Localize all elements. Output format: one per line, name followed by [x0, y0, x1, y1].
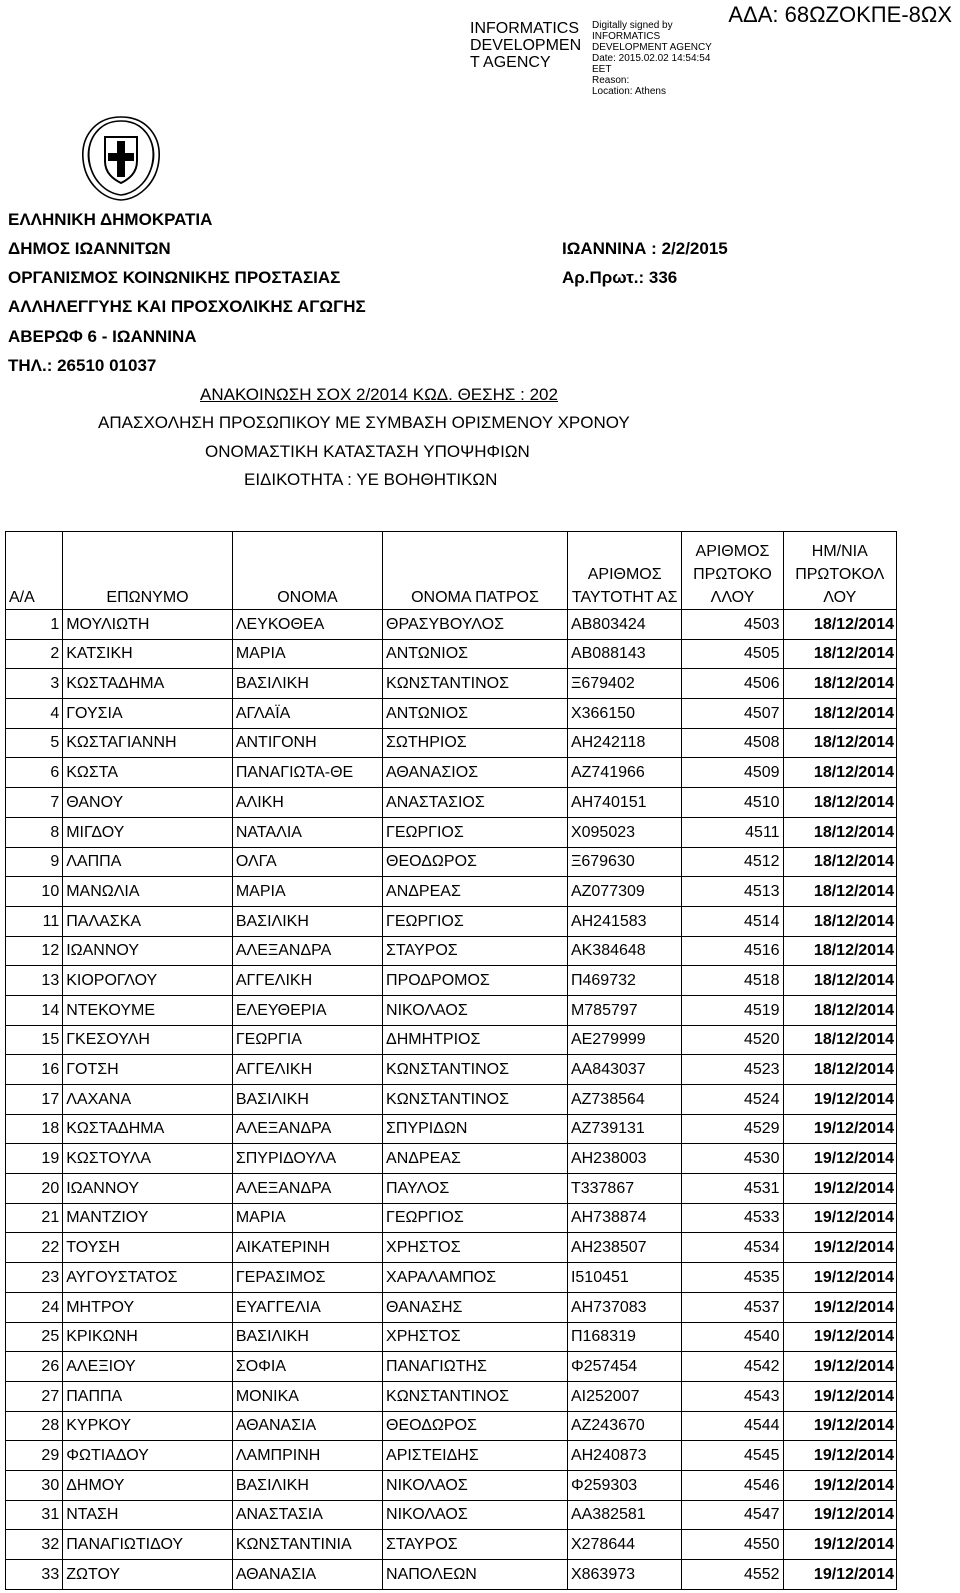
cell-name: ΑΙΚΑΤΕΡΙΝΗ: [232, 1233, 382, 1263]
cell-name: ΟΛΓΑ: [232, 847, 382, 877]
table-row: [6, 1441, 897, 1471]
cell-protocol-date: 19/12/2014: [783, 1085, 896, 1115]
cell-name: ΓΕΩΡΓΙΑ: [232, 1025, 382, 1055]
cell-aa: 3: [6, 669, 63, 699]
header-line-2: ΔΗΜΟΣ ΙΩΑΝΝΙΤΩΝ: [8, 239, 171, 258]
cell-protocol-date: 19/12/2014: [783, 1441, 896, 1471]
cell-surname: ΚΩΣΤΑΔΗΜΑ: [63, 669, 233, 699]
cell-aa: 6: [6, 758, 63, 788]
candidates-table: [5, 531, 897, 1590]
cell-aa: 31: [6, 1500, 63, 1530]
cell-surname: ΜΙΓΔΟΥ: [63, 817, 233, 847]
cell-name: ΜΑΡΙΑ: [232, 639, 382, 669]
cell-protocol-number: 4518: [682, 966, 783, 996]
cell-protocol-number: 4545: [682, 1441, 783, 1471]
cell-protocol-date: 19/12/2014: [783, 1292, 896, 1322]
cell-surname: ΑΥΓΟΥΣΤΑΤΟΣ: [63, 1263, 233, 1293]
cell-name: ΜΟΝΙΚΑ: [232, 1381, 382, 1411]
table-row: [6, 1560, 897, 1590]
cell-surname: ΠΑΝΑΓΙΩΤΙΔΟΥ: [63, 1530, 233, 1560]
cell-aa: 1: [6, 610, 63, 640]
cell-surname: ΔΗΜΟΥ: [63, 1470, 233, 1500]
table-row: [6, 877, 897, 907]
cell-name: ΓΕΡΑΣΙΜΟΣ: [232, 1263, 382, 1293]
cell-surname: ΝΤΑΣΗ: [63, 1500, 233, 1530]
cell-protocol-number: 4508: [682, 728, 783, 758]
cell-protocol-number: 4512: [682, 847, 783, 877]
cell-aa: 4: [6, 699, 63, 729]
table-row: [6, 1114, 897, 1144]
cell-surname: ΙΩΑΝΝΟΥ: [63, 936, 233, 966]
cell-name: ΣΠΥΡΙΔΟΥΛΑ: [232, 1144, 382, 1174]
cell-name: ΑΓΓΕΛΙΚΗ: [232, 966, 382, 996]
cell-aa: 14: [6, 995, 63, 1025]
cell-protocol-number: 4516: [682, 936, 783, 966]
cell-protocol-date: 18/12/2014: [783, 877, 896, 907]
cell-protocol-number: 4506: [682, 669, 783, 699]
cell-name: ΕΛΕΥΘΕΡΙΑ: [232, 995, 382, 1025]
cell-protocol-date: 18/12/2014: [783, 1025, 896, 1055]
table-row: [6, 610, 897, 640]
cell-aa: 22: [6, 1233, 63, 1263]
cell-id-number: ΑΚ384648: [567, 936, 681, 966]
cell-protocol-date: 19/12/2014: [783, 1470, 896, 1500]
cell-protocol-number: 4523: [682, 1055, 783, 1085]
cell-surname: ΤΟΥΣΗ: [63, 1233, 233, 1263]
cell-name: ΠΑΝΑΓΙΩΤΑ-ΘΕ: [232, 758, 382, 788]
cell-protocol-date: 18/12/2014: [783, 610, 896, 640]
cell-name: ΒΑΣΙΛΙΚΗ: [232, 669, 382, 699]
cell-name: ΜΑΡΙΑ: [232, 1203, 382, 1233]
cell-father-name: ΘΑΝΑΣΗΣ: [383, 1292, 568, 1322]
cell-father-name: ΣΤΑΥΡΟΣ: [383, 936, 568, 966]
table-row: [6, 669, 897, 699]
cell-protocol-number: 4530: [682, 1144, 783, 1174]
table-body: [6, 610, 897, 1590]
cell-id-number: ΑΗ740151: [567, 788, 681, 818]
column-header-name: ΟΝΟΜΑ: [232, 532, 382, 610]
cell-id-number: ΑΗ242118: [567, 728, 681, 758]
cell-protocol-date: 18/12/2014: [783, 669, 896, 699]
cell-father-name: ΑΝΔΡΕΑΣ: [383, 877, 568, 907]
cell-protocol-date: 18/12/2014: [783, 847, 896, 877]
cell-id-number: ΑΑ382581: [567, 1500, 681, 1530]
cell-protocol-number: 4546: [682, 1470, 783, 1500]
cell-name: ΒΑΣΙΛΙΚΗ: [232, 1085, 382, 1115]
cell-aa: 23: [6, 1263, 63, 1293]
cell-aa: 5: [6, 728, 63, 758]
cell-surname: ΠΑΠΠΑ: [63, 1381, 233, 1411]
cell-protocol-number: 4511: [682, 817, 783, 847]
cell-protocol-number: 4505: [682, 639, 783, 669]
cell-protocol-number: 4507: [682, 699, 783, 729]
cell-aa: 12: [6, 936, 63, 966]
cell-id-number: ΑΑ843037: [567, 1055, 681, 1085]
cell-surname: ΚΑΤΣΙΚΗ: [63, 639, 233, 669]
table-row: [6, 936, 897, 966]
table-row: [6, 1144, 897, 1174]
cell-protocol-date: 19/12/2014: [783, 1174, 896, 1204]
cell-father-name: ΘΡΑΣΥΒΟΥΛΟΣ: [383, 610, 568, 640]
cell-surname: ΓΟΥΣΙΑ: [63, 699, 233, 729]
table-row: [6, 1085, 897, 1115]
cell-id-number: ΑΗ240873: [567, 1441, 681, 1471]
table-row: [6, 1411, 897, 1441]
cell-aa: 16: [6, 1055, 63, 1085]
header-line-3: ΟΡΓΑΝΙΣΜΟΣ ΚΟΙΝΩΝΙΚΗΣ ΠΡΟΣΤΑΣΙΑΣ: [8, 268, 341, 287]
cell-surname: ΠΑΛΑΣΚΑ: [63, 906, 233, 936]
table-header-row: [6, 532, 897, 610]
cell-protocol-number: 4535: [682, 1263, 783, 1293]
table-row: [6, 1233, 897, 1263]
cell-protocol-number: 4540: [682, 1322, 783, 1352]
cell-id-number: ΑΗ241583: [567, 906, 681, 936]
cell-id-number: Φ257454: [567, 1352, 681, 1382]
cell-father-name: ΓΕΩΡΓΙΟΣ: [383, 906, 568, 936]
cell-aa: 29: [6, 1441, 63, 1471]
table-row: [6, 1322, 897, 1352]
cell-father-name: ΠΡΟΔΡΟΜΟΣ: [383, 966, 568, 996]
cell-father-name: ΣΩΤΗΡΙΟΣ: [383, 728, 568, 758]
cell-father-name: ΧΡΗΣΤΟΣ: [383, 1233, 568, 1263]
cell-protocol-number: 4547: [682, 1500, 783, 1530]
cell-protocol-date: 19/12/2014: [783, 1500, 896, 1530]
cell-aa: 10: [6, 877, 63, 907]
cell-surname: ΖΩΤΟΥ: [63, 1560, 233, 1590]
cell-father-name: ΝΙΚΟΛΑΟΣ: [383, 1470, 568, 1500]
signature-name: INFORMATICS DEVELOPMEN T AGENCY: [470, 20, 582, 71]
cell-protocol-date: 18/12/2014: [783, 906, 896, 936]
cell-aa: 15: [6, 1025, 63, 1055]
cell-name: ΕΥΑΓΓΕΛΙΑ: [232, 1292, 382, 1322]
cell-protocol-number: 4519: [682, 995, 783, 1025]
cell-id-number: Π168319: [567, 1322, 681, 1352]
cell-father-name: ΚΩΝΣΤΑΝΤΙΝΟΣ: [383, 1085, 568, 1115]
cell-protocol-date: 18/12/2014: [783, 1055, 896, 1085]
cell-name: ΑΝΤΙΓΟΝΗ: [232, 728, 382, 758]
table-row: [6, 1025, 897, 1055]
table-row: [6, 639, 897, 669]
cell-aa: 11: [6, 906, 63, 936]
cell-name: ΑΝΑΣΤΑΣΙΑ: [232, 1500, 382, 1530]
cell-protocol-number: 4510: [682, 788, 783, 818]
cell-protocol-number: 4514: [682, 906, 783, 936]
cell-protocol-date: 19/12/2014: [783, 1322, 896, 1352]
cell-surname: ΚΩΣΤΑΔΗΜΑ: [63, 1114, 233, 1144]
cell-surname: ΜΑΝΤΖΙΟΥ: [63, 1203, 233, 1233]
cell-surname: ΜΗΤΡΟΥ: [63, 1292, 233, 1322]
cell-id-number: Φ259303: [567, 1470, 681, 1500]
cell-name: ΑΘΑΝΑΣΙΑ: [232, 1411, 382, 1441]
cell-father-name: ΚΩΝΣΤΑΝΤΙΝΟΣ: [383, 1055, 568, 1085]
cell-protocol-number: 4543: [682, 1381, 783, 1411]
cell-father-name: ΝΑΠΟΛΕΩΝ: [383, 1560, 568, 1590]
cell-id-number: ΑΕ279999: [567, 1025, 681, 1055]
header-line-6: ΤΗΛ.: 26510 01037: [8, 356, 157, 375]
column-header-aa: Α/Α: [6, 532, 63, 610]
cell-protocol-date: 18/12/2014: [783, 699, 896, 729]
cell-surname: ΚΙΟΡΟΓΛΟΥ: [63, 966, 233, 996]
cell-name: ΝΑΤΑΛΙΑ: [232, 817, 382, 847]
cell-name: ΜΑΡΙΑ: [232, 877, 382, 907]
cell-id-number: Ι510451: [567, 1263, 681, 1293]
cell-aa: 13: [6, 966, 63, 996]
cell-surname: ΜΑΝΩΛΙΑ: [63, 877, 233, 907]
cell-id-number: ΑΗ737083: [567, 1292, 681, 1322]
cell-father-name: ΝΙΚΟΛΑΟΣ: [383, 1500, 568, 1530]
cell-protocol-number: 4513: [682, 877, 783, 907]
cell-id-number: ΑΖ243670: [567, 1411, 681, 1441]
cell-aa: 9: [6, 847, 63, 877]
cell-surname: ΑΛΕΞΙΟΥ: [63, 1352, 233, 1382]
cell-protocol-number: 4533: [682, 1203, 783, 1233]
cell-surname: ΘΑΝΟΥ: [63, 788, 233, 818]
cell-father-name: ΠΑΝΑΓΙΩΤΗΣ: [383, 1352, 568, 1382]
column-header-protocol-date: ΗΜ/ΝΙΑ ΠΡΩΤΟΚΟΛ ΛΟΥ: [783, 532, 896, 610]
cell-protocol-date: 18/12/2014: [783, 995, 896, 1025]
cell-surname: ΜΟΥΛΙΩΤΗ: [63, 610, 233, 640]
greek-coat-of-arms-icon: [77, 113, 165, 201]
cell-protocol-date: 19/12/2014: [783, 1560, 896, 1590]
cell-id-number: Ξ679402: [567, 669, 681, 699]
cell-aa: 25: [6, 1322, 63, 1352]
cell-surname: ΚΩΣΤΑ: [63, 758, 233, 788]
table-row: [6, 1381, 897, 1411]
cell-protocol-number: 4503: [682, 610, 783, 640]
cell-surname: ΛΑΧΑΝΑ: [63, 1085, 233, 1115]
table-row: [6, 817, 897, 847]
cell-id-number: ΑΙ252007: [567, 1381, 681, 1411]
digital-signature: [470, 20, 712, 97]
cell-surname: ΚΥΡΚΟΥ: [63, 1411, 233, 1441]
cell-id-number: ΑΗ238003: [567, 1144, 681, 1174]
cell-surname: ΦΩΤΙΑΔΟΥ: [63, 1441, 233, 1471]
cell-protocol-number: 4542: [682, 1352, 783, 1382]
cell-aa: 17: [6, 1085, 63, 1115]
header-line-4: ΑΛΛΗΛΕΓΓΥΗΣ ΚΑΙ ΠΡΟΣΧΟΛΙΚΗΣ ΑΓΩΓΗΣ: [8, 297, 366, 316]
cell-father-name: ΚΩΝΣΤΑΝΤΙΝΟΣ: [383, 1381, 568, 1411]
cell-father-name: ΑΝΤΩΝΙΟΣ: [383, 699, 568, 729]
announcement-title: ΑΝΑΚΟΙΝΩΣΗ ΣΟΧ 2/2014 ΚΩΔ. ΘΕΣΗΣ : 202: [200, 385, 558, 404]
cell-protocol-date: 19/12/2014: [783, 1381, 896, 1411]
cell-surname: ΚΩΣΤΑΓΙΑΝΝΗ: [63, 728, 233, 758]
table-row: [6, 788, 897, 818]
cell-father-name: ΑΘΑΝΑΣΙΟΣ: [383, 758, 568, 788]
cell-father-name: ΑΝΔΡΕΑΣ: [383, 1144, 568, 1174]
cell-id-number: ΑΖ739131: [567, 1114, 681, 1144]
cell-father-name: ΔΗΜΗΤΡΙΟΣ: [383, 1025, 568, 1055]
column-header-id-number: ΑΡΙΘΜΟΣ ΤΑΥΤΟΤΗΤ ΑΣ: [567, 532, 681, 610]
cell-protocol-date: 18/12/2014: [783, 639, 896, 669]
cell-father-name: ΓΕΩΡΓΙΟΣ: [383, 817, 568, 847]
cell-surname: ΙΩΑΝΝΟΥ: [63, 1174, 233, 1204]
cell-name: ΒΑΣΙΛΙΚΗ: [232, 1322, 382, 1352]
cell-protocol-date: 19/12/2014: [783, 1233, 896, 1263]
cell-protocol-date: 18/12/2014: [783, 966, 896, 996]
cell-protocol-date: 19/12/2014: [783, 1144, 896, 1174]
cell-id-number: ΑΖ077309: [567, 877, 681, 907]
cell-name: ΚΩΝΣΤΑΝΤΙΝΙΑ: [232, 1530, 382, 1560]
cell-name: ΣΟΦΙΑ: [232, 1352, 382, 1382]
cell-name: ΑΛΕΞΑΝΔΡΑ: [232, 1114, 382, 1144]
cell-aa: 21: [6, 1203, 63, 1233]
cell-protocol-date: 19/12/2014: [783, 1203, 896, 1233]
cell-name: ΑΓΓΕΛΙΚΗ: [232, 1055, 382, 1085]
cell-id-number: Χ863973: [567, 1560, 681, 1590]
table-row: [6, 728, 897, 758]
cell-aa: 30: [6, 1470, 63, 1500]
cell-father-name: ΓΕΩΡΓΙΟΣ: [383, 1203, 568, 1233]
cell-aa: 28: [6, 1411, 63, 1441]
cell-protocol-number: 4520: [682, 1025, 783, 1055]
cell-protocol-date: 18/12/2014: [783, 758, 896, 788]
cell-father-name: ΚΩΝΣΤΑΝΤΙΝΟΣ: [383, 669, 568, 699]
table-row: [6, 1263, 897, 1293]
cell-father-name: ΝΙΚΟΛΑΟΣ: [383, 995, 568, 1025]
table-row: [6, 1055, 897, 1085]
cell-id-number: Χ366150: [567, 699, 681, 729]
cell-father-name: ΑΝΑΣΤΑΣΙΟΣ: [383, 788, 568, 818]
cell-father-name: ΑΝΤΩΝΙΟΣ: [383, 639, 568, 669]
table-row: [6, 1500, 897, 1530]
announcement-list-title: ΟΝΟΜΑΣΤΙΚΗ ΚΑΤΑΣΤΑΣΗ ΥΠΟΨΗΦΙΩΝ: [205, 442, 530, 461]
cell-name: ΒΑΣΙΛΙΚΗ: [232, 1470, 382, 1500]
cell-id-number: ΑΒ803424: [567, 610, 681, 640]
cell-aa: 2: [6, 639, 63, 669]
header-line-1: ΕΛΛΗΝΙΚΗ ΔΗΜΟΚΡΑΤΙΑ: [8, 210, 213, 229]
cell-father-name: ΠΑΥΛΟΣ: [383, 1174, 568, 1204]
cell-name: ΒΑΣΙΛΙΚΗ: [232, 906, 382, 936]
cell-aa: 27: [6, 1381, 63, 1411]
cell-aa: 19: [6, 1144, 63, 1174]
column-header-father-name: ΟΝΟΜΑ ΠΑΤΡΟΣ: [383, 532, 568, 610]
cell-protocol-number: 4550: [682, 1530, 783, 1560]
cell-surname: ΚΩΣΤΟΥΛΑ: [63, 1144, 233, 1174]
cell-id-number: ΑΒ088143: [567, 639, 681, 669]
cell-father-name: ΧΡΗΣΤΟΣ: [383, 1322, 568, 1352]
announcement-specialty: ΕΙΔΙΚΟΤΗΤΑ : ΥΕ ΒΟΗΘΗΤΙΚΩΝ: [244, 470, 498, 489]
ada-code: ΑΔΑ: 68ΩΖΟΚΠΕ-8ΩΧ: [728, 2, 952, 27]
cell-name: ΑΛΙΚΗ: [232, 788, 382, 818]
cell-name: ΑΘΑΝΑΣΙΑ: [232, 1560, 382, 1590]
cell-id-number: Τ337867: [567, 1174, 681, 1204]
protocol-number: Αρ.Πρωτ.: 336: [562, 268, 678, 287]
cell-aa: 8: [6, 817, 63, 847]
cell-protocol-date: 18/12/2014: [783, 788, 896, 818]
cell-surname: ΓΚΕΣΟΥΛΗ: [63, 1025, 233, 1055]
cell-protocol-date: 19/12/2014: [783, 1114, 896, 1144]
announcement-subtitle: ΑΠΑΣΧΟΛΗΣΗ ΠΡΟΣΩΠΙΚΟΥ ΜΕ ΣΥΜΒΑΣΗ ΟΡΙΣΜΕΝΟΥ ΧΡΟΝΟΥ: [98, 413, 630, 432]
cell-protocol-number: 4537: [682, 1292, 783, 1322]
cell-protocol-date: 19/12/2014: [783, 1411, 896, 1441]
table-row: [6, 906, 897, 936]
table-row: [6, 1470, 897, 1500]
cell-father-name: ΣΤΑΥΡΟΣ: [383, 1530, 568, 1560]
table-row: [6, 699, 897, 729]
signature-details: Digitally signed by INFORMATICS DEVELOPMENT AGENCY Date: 2015.02.02 14:54:54 EET Reason: Location: Athens: [592, 20, 712, 97]
cell-id-number: ΑΗ738874: [567, 1203, 681, 1233]
cell-aa: 24: [6, 1292, 63, 1322]
cell-father-name: ΧΑΡΑΛΑΜΠΟΣ: [383, 1263, 568, 1293]
header-line-5: ΑΒΕΡΩΦ 6 - ΙΩΑΝΝΙΝΑ: [8, 327, 197, 346]
table-row: [6, 966, 897, 996]
cell-aa: 26: [6, 1352, 63, 1382]
table-row: [6, 1292, 897, 1322]
cell-protocol-date: 19/12/2014: [783, 1352, 896, 1382]
cell-name: ΛΑΜΠΡΙΝΗ: [232, 1441, 382, 1471]
table-row: [6, 1203, 897, 1233]
cell-protocol-number: 4524: [682, 1085, 783, 1115]
cell-id-number: Μ785797: [567, 995, 681, 1025]
cell-father-name: ΣΠΥΡΙΔΩΝ: [383, 1114, 568, 1144]
cell-protocol-date: 18/12/2014: [783, 936, 896, 966]
cell-name: ΑΛΕΞΑΝΔΡΑ: [232, 936, 382, 966]
cell-id-number: ΑΖ738564: [567, 1085, 681, 1115]
cell-protocol-number: 4529: [682, 1114, 783, 1144]
table-row: [6, 1174, 897, 1204]
cell-protocol-date: 19/12/2014: [783, 1530, 896, 1560]
table-row: [6, 847, 897, 877]
cell-protocol-number: 4509: [682, 758, 783, 788]
cell-father-name: ΑΡΙΣΤΕΙΔΗΣ: [383, 1441, 568, 1471]
cell-surname: ΛΑΠΠΑ: [63, 847, 233, 877]
cell-aa: 20: [6, 1174, 63, 1204]
cell-id-number: ΑΗ238507: [567, 1233, 681, 1263]
cell-protocol-date: 18/12/2014: [783, 728, 896, 758]
cell-protocol-number: 4534: [682, 1233, 783, 1263]
cell-aa: 33: [6, 1560, 63, 1590]
table-row: [6, 758, 897, 788]
cell-surname: ΝΤΕΚΟΥΜΕ: [63, 995, 233, 1025]
table-row: [6, 1530, 897, 1560]
document-date: ΙΩΑΝΝΙΝΑ : 2/2/2015: [562, 239, 728, 258]
cell-aa: 32: [6, 1530, 63, 1560]
cell-father-name: ΘΕΟΔΩΡΟΣ: [383, 847, 568, 877]
cell-name: ΑΛΕΞΑΝΔΡΑ: [232, 1174, 382, 1204]
column-header-surname: ΕΠΩΝΥΜΟ: [63, 532, 233, 610]
cell-protocol-number: 4531: [682, 1174, 783, 1204]
cell-aa: 18: [6, 1114, 63, 1144]
cell-surname: ΚΡΙΚΩΝΗ: [63, 1322, 233, 1352]
cell-protocol-date: 19/12/2014: [783, 1263, 896, 1293]
cell-protocol-number: 4544: [682, 1411, 783, 1441]
cell-name: ΑΓΛΑΪΑ: [232, 699, 382, 729]
table-row: [6, 995, 897, 1025]
cell-father-name: ΘΕΟΔΩΡΟΣ: [383, 1411, 568, 1441]
cell-id-number: Ξ679630: [567, 847, 681, 877]
cell-name: ΛΕΥΚΟΘΕΑ: [232, 610, 382, 640]
cell-protocol-number: 4552: [682, 1560, 783, 1590]
cell-protocol-date: 18/12/2014: [783, 817, 896, 847]
cell-id-number: Χ278644: [567, 1530, 681, 1560]
table-row: [6, 1352, 897, 1382]
cell-id-number: Π469732: [567, 966, 681, 996]
column-header-protocol-number: ΑΡΙΘΜΟΣ ΠΡΩΤΟΚΟ ΛΛΟΥ: [682, 532, 783, 610]
cell-aa: 7: [6, 788, 63, 818]
cell-id-number: Χ095023: [567, 817, 681, 847]
cell-id-number: ΑΖ741966: [567, 758, 681, 788]
cell-surname: ΓΟΤΣΗ: [63, 1055, 233, 1085]
